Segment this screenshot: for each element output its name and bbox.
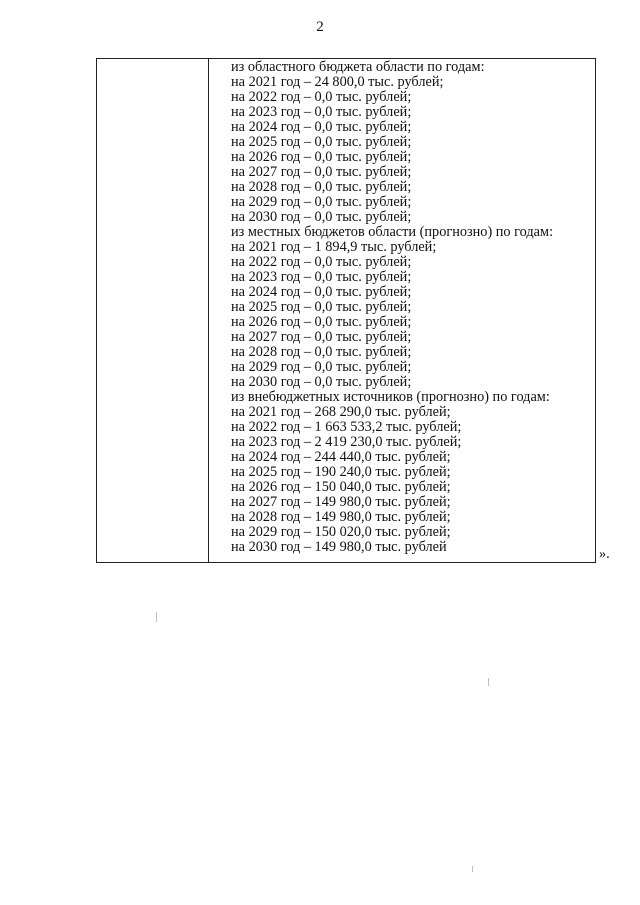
funding-line: на 2028 год – 0,0 тыс. рублей; — [231, 179, 412, 195]
funding-line: на 2023 год – 2 419 230,0 тыс. рублей; — [231, 434, 462, 450]
funding-line: на 2030 год – 0,0 тыс. рублей; — [231, 209, 412, 225]
funding-line: на 2026 год – 0,0 тыс. рублей; — [231, 314, 412, 330]
funding-line: на 2023 год – 0,0 тыс. рублей; — [231, 104, 412, 120]
funding-line: на 2024 год – 0,0 тыс. рублей; — [231, 284, 412, 300]
funding-line: на 2022 год – 0,0 тыс. рублей; — [231, 89, 412, 105]
funding-line: из областного бюджета области по годам: — [231, 59, 485, 75]
funding-line: на 2022 год – 1 663 533,2 тыс. рублей; — [231, 419, 462, 435]
funding-line: на 2030 год – 149 980,0 тыс. рублей — [231, 539, 447, 555]
scan-speck — [156, 612, 157, 622]
funding-line: на 2022 год – 0,0 тыс. рублей; — [231, 254, 412, 270]
funding-line: на 2025 год – 190 240,0 тыс. рублей; — [231, 464, 451, 480]
scan-speck — [488, 678, 489, 686]
funding-line: на 2025 год – 0,0 тыс. рублей; — [231, 134, 412, 150]
funding-line: на 2029 год – 150 020,0 тыс. рублей; — [231, 524, 451, 540]
scan-speck — [472, 866, 473, 872]
closing-quote-mark: ». — [599, 546, 610, 562]
funding-line: на 2021 год – 268 290,0 тыс. рублей; — [231, 404, 451, 420]
funding-line: на 2027 год – 0,0 тыс. рублей; — [231, 329, 412, 345]
funding-line: на 2026 год – 150 040,0 тыс. рублей; — [231, 479, 451, 495]
funding-table — [96, 58, 596, 563]
funding-line: на 2030 год – 0,0 тыс. рублей; — [231, 374, 412, 390]
funding-line: на 2023 год – 0,0 тыс. рублей; — [231, 269, 412, 285]
funding-line: на 2027 год – 0,0 тыс. рублей; — [231, 164, 412, 180]
funding-line: на 2025 год – 0,0 тыс. рублей; — [231, 299, 412, 315]
funding-line: на 2028 год – 149 980,0 тыс. рублей; — [231, 509, 451, 525]
funding-line: на 2028 год – 0,0 тыс. рублей; — [231, 344, 412, 360]
funding-line: на 2024 год – 0,0 тыс. рублей; — [231, 119, 412, 135]
funding-line: из внебюджетных источников (прогнозно) по годам: — [231, 389, 550, 405]
funding-line: из местных бюджетов области (прогнозно) по годам: — [231, 224, 554, 240]
funding-line: на 2027 год – 149 980,0 тыс. рублей; — [231, 494, 451, 510]
table-right-cell — [209, 59, 595, 562]
table-left-cell — [97, 59, 209, 562]
funding-line: на 2021 год – 1 894,9 тыс. рублей; — [231, 239, 437, 255]
funding-line: на 2024 год – 244 440,0 тыс. рублей; — [231, 449, 451, 465]
page-number: 2 — [316, 19, 324, 35]
funding-line: на 2029 год – 0,0 тыс. рублей; — [231, 194, 412, 210]
funding-line: на 2029 год – 0,0 тыс. рублей; — [231, 359, 412, 375]
funding-line: на 2026 год – 0,0 тыс. рублей; — [231, 149, 412, 165]
funding-line: на 2021 год – 24 800,0 тыс. рублей; — [231, 74, 444, 90]
